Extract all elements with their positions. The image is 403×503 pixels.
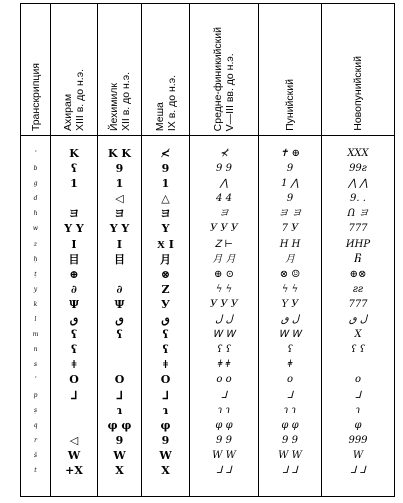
tr-glyph: m bbox=[32, 331, 39, 339]
header-yehimilk-name: Йехимилк bbox=[107, 82, 120, 131]
neopunic-glyph: 999 bbox=[348, 434, 368, 446]
punic-glyph: 9 bbox=[286, 163, 294, 175]
tr-glyph: r bbox=[34, 436, 37, 444]
middle-glyph: 月 月 bbox=[212, 253, 236, 265]
mesha-glyph: ʕ bbox=[162, 328, 169, 342]
mesha-glyph: ʕ bbox=[162, 343, 169, 357]
neopunic-glyph: 9. . bbox=[350, 193, 366, 205]
neopunic-glyph: ƨƨ bbox=[352, 283, 364, 295]
neopunic-glyph: ИНР bbox=[345, 238, 371, 250]
mesha-glyph: ǂ bbox=[162, 358, 169, 372]
mesha-glyph: ≮ bbox=[160, 147, 171, 160]
header-transcription bbox=[21, 4, 51, 136]
middle-glyph: ɿ ɿ bbox=[217, 404, 231, 416]
middle-glyph: W W bbox=[212, 449, 236, 461]
tr-glyph: s bbox=[33, 361, 38, 369]
mesha-glyph: 9 bbox=[161, 162, 170, 176]
mesha-glyph: Y bbox=[161, 222, 170, 236]
neopunic-glyph: XXX bbox=[347, 148, 369, 159]
punic-glyph: 1 ⋀ bbox=[281, 178, 299, 190]
yehimilk-glyph: φ φ bbox=[107, 418, 132, 432]
middle-glyph: ʕ ʕ bbox=[217, 344, 231, 356]
middle-glyph: У У У bbox=[209, 223, 239, 235]
tr-glyph: ṣ bbox=[33, 406, 38, 414]
neopunic-glyph: 99ƨ bbox=[349, 163, 367, 175]
mesha-glyph: △ bbox=[161, 192, 170, 206]
tr-glyph: b bbox=[33, 165, 38, 173]
punic-glyph: ل ٯ bbox=[280, 314, 300, 326]
middle-glyph: ⊀ bbox=[219, 148, 229, 159]
column-transcription bbox=[21, 136, 50, 496]
mesha-glyph: У bbox=[161, 297, 170, 311]
middle-glyph: 4 4 bbox=[216, 193, 232, 205]
yehimilk-glyph: Ψ bbox=[114, 297, 125, 311]
ahiram-glyph: K bbox=[69, 147, 79, 160]
punic-glyph: ɿ ɿ bbox=[283, 404, 297, 416]
tr-glyph: n bbox=[33, 346, 38, 354]
middle-glyph: ヨ bbox=[219, 208, 229, 220]
mesha-glyph: O bbox=[160, 373, 171, 387]
middle-glyph: Ꮃ Ꮃ bbox=[212, 329, 236, 341]
header-yehimilk-date: XII в. до н.э. bbox=[119, 71, 132, 131]
tr-glyph: l bbox=[34, 316, 37, 324]
yehimilk-glyph: ヨ bbox=[114, 207, 125, 221]
tr-glyph: h bbox=[33, 210, 38, 218]
ahiram-glyph: I bbox=[71, 237, 77, 251]
ahiram-glyph: ヨ bbox=[68, 207, 80, 221]
header-neopunic bbox=[322, 4, 394, 136]
neopunic-glyph: 777 bbox=[348, 223, 368, 235]
neopunic-glyph: 777 bbox=[348, 298, 368, 310]
header-ahiram bbox=[51, 4, 98, 136]
column-neopunic bbox=[322, 136, 394, 496]
yehimilk-glyph: 1 bbox=[115, 177, 124, 191]
middle-glyph: ⋀ bbox=[219, 178, 229, 190]
tr-glyph: w bbox=[32, 225, 39, 233]
punic-glyph: H H bbox=[279, 238, 301, 250]
ahiram-glyph: ʕ bbox=[70, 328, 78, 342]
header-mesha-name: Меша bbox=[153, 102, 166, 131]
punic-glyph: W W bbox=[278, 449, 302, 461]
mesha-glyph: Ӿ I bbox=[157, 237, 174, 251]
header-middle-date: V—III вв. до н.э. bbox=[224, 52, 236, 131]
middle-glyph: ⊕ ⊙ bbox=[214, 268, 234, 280]
ahiram-glyph: ʕ bbox=[70, 162, 78, 176]
yehimilk-glyph: X bbox=[115, 463, 124, 477]
header-punic-label: Пунийский bbox=[284, 79, 296, 131]
yehimilk-glyph: ◁ bbox=[115, 192, 124, 206]
ahiram-glyph: Y Y bbox=[64, 222, 84, 236]
mesha-glyph: X bbox=[161, 463, 170, 477]
punic-glyph: ϟ ϟ bbox=[281, 283, 299, 295]
ahiram-glyph: 1 bbox=[70, 177, 78, 191]
yehimilk-glyph: ʕ bbox=[116, 328, 123, 342]
mesha-glyph: Z bbox=[161, 282, 170, 296]
tr-glyph: p bbox=[33, 391, 38, 399]
mesha-glyph: ヨ bbox=[160, 207, 171, 221]
punic-glyph: 9 9 bbox=[282, 434, 298, 446]
ahiram-glyph: ∂ bbox=[71, 282, 77, 296]
middle-glyph: o o bbox=[216, 374, 232, 386]
yehimilk-glyph: 目 bbox=[114, 252, 125, 266]
tr-glyph: ʾ bbox=[34, 150, 37, 157]
tr-glyph: z bbox=[33, 240, 38, 248]
yehimilk-glyph: I bbox=[116, 237, 123, 251]
header-middle-phoenician bbox=[190, 4, 259, 136]
neopunic-glyph: o bbox=[354, 374, 362, 386]
alphabet-table bbox=[20, 3, 395, 497]
middle-glyph: 9 9 bbox=[216, 434, 232, 446]
neopunic-glyph: ل ٯ bbox=[348, 314, 368, 326]
header-transcription-label: Транскрипция bbox=[29, 62, 42, 131]
ahiram-glyph: ◁ bbox=[69, 433, 79, 447]
mesha-glyph: ٯ bbox=[161, 313, 170, 327]
tr-glyph: g bbox=[33, 180, 38, 188]
neopunic-glyph: ʕ ʕ bbox=[351, 344, 365, 356]
punic-glyph: ᒧ ᒧ bbox=[282, 464, 298, 476]
tr-glyph: t bbox=[34, 466, 37, 474]
middle-glyph: ᒧ ᒧ bbox=[216, 464, 232, 476]
punic-glyph: ʕ bbox=[287, 344, 293, 356]
punic-glyph: 月 bbox=[285, 253, 295, 265]
tr-glyph: k bbox=[33, 300, 38, 308]
yehimilk-glyph: W bbox=[113, 448, 126, 462]
header-ahiram-name: Ахирам bbox=[62, 93, 74, 131]
neopunic-glyph: ᒧ bbox=[354, 389, 362, 401]
ahiram-glyph: ٯ bbox=[69, 313, 79, 327]
mesha-glyph: W bbox=[159, 448, 172, 462]
punic-glyph: 9 bbox=[286, 193, 294, 205]
middle-glyph: ϟ ϟ bbox=[215, 283, 233, 295]
middle-glyph: ᒧ bbox=[220, 389, 228, 401]
header-ahiram-date: XIII в. до н.э. bbox=[74, 69, 86, 131]
yehimilk-glyph: ɿ bbox=[116, 403, 123, 417]
tr-glyph: ṭ bbox=[34, 270, 37, 278]
column-mesha bbox=[142, 136, 189, 496]
tr-glyph: ʿ bbox=[34, 376, 37, 384]
neopunic-glyph: ɿ bbox=[355, 404, 361, 416]
yehimilk-glyph: O bbox=[114, 373, 125, 387]
header-mesha bbox=[142, 4, 190, 136]
middle-glyph: Ꮓ ⊢ bbox=[214, 238, 234, 250]
tr-glyph: ḥ bbox=[33, 255, 38, 263]
neopunic-glyph: W bbox=[352, 449, 364, 461]
header-yehimilk bbox=[98, 4, 142, 136]
punic-glyph: ✝ ⊕ bbox=[280, 148, 300, 159]
ahiram-glyph: ⊕ bbox=[69, 267, 79, 281]
punic-glyph: Ꮃ Ꮃ bbox=[278, 329, 302, 341]
ahiram-glyph: ʕ bbox=[70, 343, 78, 357]
yehimilk-glyph: 9 bbox=[115, 433, 124, 447]
ahiram-glyph: ǂ bbox=[71, 358, 77, 372]
mesha-glyph: ɿ bbox=[162, 403, 169, 417]
ahiram-glyph: ᒧ bbox=[70, 388, 78, 402]
yehimilk-glyph: 9 bbox=[115, 162, 124, 176]
neopunic-glyph: Ո ヨ bbox=[347, 208, 369, 220]
mesha-glyph: 9 bbox=[161, 433, 170, 447]
punic-glyph: ǂ bbox=[287, 359, 293, 371]
punic-glyph: ヨ ヨ bbox=[278, 208, 302, 220]
neopunic-glyph: ⊕⊗ bbox=[349, 268, 367, 280]
tr-glyph: d bbox=[33, 195, 38, 203]
yehimilk-glyph: ∂ bbox=[116, 282, 123, 296]
middle-glyph: ǂ ǂ bbox=[217, 359, 231, 371]
neopunic-glyph: X bbox=[354, 329, 362, 341]
column-ahiram bbox=[51, 136, 97, 496]
ahiram-glyph: +X bbox=[65, 463, 83, 477]
header-mesha-date: IX в. до н.э. bbox=[165, 74, 178, 131]
ahiram-glyph: W bbox=[67, 448, 81, 462]
punic-glyph: φ φ bbox=[281, 419, 299, 431]
neopunic-glyph: ⋀ ⋀ bbox=[348, 178, 368, 190]
punic-glyph: 7 У bbox=[281, 223, 299, 235]
mesha-glyph: ⊗ bbox=[160, 267, 171, 281]
header-middle-name: Средне-финикийский bbox=[212, 26, 224, 131]
ahiram-glyph: O bbox=[69, 373, 79, 387]
middle-glyph: 9 9 bbox=[216, 163, 232, 175]
punic-glyph: ⊗ ☺ bbox=[279, 268, 301, 280]
punic-glyph: ᒧ bbox=[286, 389, 294, 401]
middle-glyph: φ φ bbox=[215, 419, 233, 431]
middle-glyph: У У У bbox=[209, 298, 239, 310]
header-punic bbox=[259, 4, 322, 136]
middle-glyph: ل ل bbox=[215, 314, 233, 326]
tr-glyph: š bbox=[33, 451, 38, 459]
header-neopunic-label: Новопунийский bbox=[352, 56, 364, 131]
mesha-glyph: φ bbox=[160, 418, 171, 432]
ahiram-glyph: Ψ bbox=[68, 297, 80, 311]
yehimilk-glyph: ᒧ bbox=[116, 388, 123, 402]
column-middle-phoenician bbox=[190, 136, 258, 496]
column-yehimilk bbox=[98, 136, 141, 496]
mesha-glyph: 月 bbox=[160, 252, 171, 266]
column-punic bbox=[259, 136, 321, 496]
mesha-glyph: ᒧ bbox=[162, 388, 169, 402]
neopunic-glyph: Ⴌ bbox=[354, 253, 362, 265]
mesha-glyph: 1 bbox=[161, 177, 170, 191]
tr-glyph: q bbox=[33, 421, 38, 429]
punic-glyph: Y У bbox=[281, 298, 299, 310]
yehimilk-glyph: K K bbox=[108, 147, 131, 160]
yehimilk-glyph: Y Y bbox=[109, 222, 130, 236]
neopunic-glyph: φ bbox=[354, 419, 362, 431]
yehimilk-glyph: ٯ bbox=[115, 313, 124, 327]
tr-glyph: y bbox=[33, 285, 38, 293]
ahiram-glyph: 目 bbox=[68, 252, 80, 266]
punic-glyph: o bbox=[286, 374, 294, 386]
neopunic-glyph: ᒧ ᒧ bbox=[350, 464, 366, 476]
